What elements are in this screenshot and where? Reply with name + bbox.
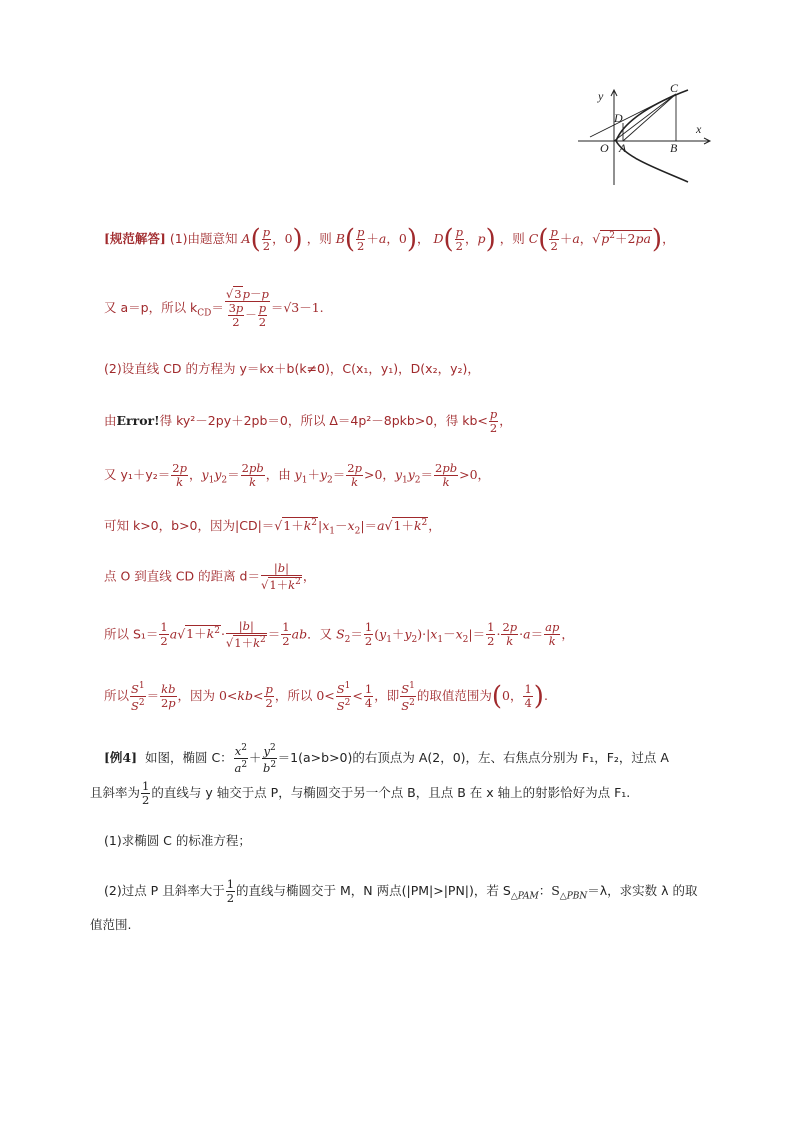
question-2-mid: 的直线与椭圆交于 M，N 两点(|PM|>|PN|)，若 S xyxy=(236,883,511,898)
line-ac xyxy=(623,94,676,141)
range-text: 的取值范围为 xyxy=(416,687,492,703)
example-slope-intro: 且斜率为 xyxy=(90,785,141,800)
chord-length-text: 可知 k>0，b>0，因为|CD|＝ xyxy=(104,518,275,534)
area-text: 所以 S₁＝ xyxy=(104,626,159,642)
question-2-intro: (2)过点 P 且斜率大于 xyxy=(104,883,225,898)
question-1-text: (1)求椭圆 C 的标准方程； xyxy=(104,833,251,848)
example-line-2: 且斜率为 $\frac{1}{2}$ 的直线与 y 轴交于点 P，与椭圆交于另一个点 B，且点 B 在 x 轴上的射影恰好为点 F₁. xyxy=(90,779,631,807)
parabola-curve xyxy=(616,90,688,182)
example-slope-desc: 的直线与 y 轴交于点 P，与椭圆交于另一个点 B，且点 B 在 x 轴上的射影恰好为点 F₁. xyxy=(151,785,631,800)
label-x: x xyxy=(696,122,702,136)
parabola-figure xyxy=(576,80,716,190)
ratio-text: 所以 xyxy=(104,687,130,703)
solution-then-1: ，则 xyxy=(306,231,332,246)
distance-text: 点 O 到直线 CD 的距离 d＝ xyxy=(104,568,260,584)
example-ellipse-desc: ＝1(a>b>0)的右顶点为 A(2，0)，左、右焦点分别为 F₁，F₂，过点 A xyxy=(277,749,669,765)
line-cd-equation: (2)设直线 CD 的方程为 y＝kx＋b(k≠0)，C(x₁，y₁)，D(x₂，y₂)， xyxy=(104,361,480,376)
solution-intro: (1)由题意知 xyxy=(169,231,238,246)
solution-line-3 xyxy=(104,360,480,378)
label-o: O xyxy=(600,141,609,155)
slope-sub: CD xyxy=(197,308,212,319)
solution-line-1: [规范解答] (1)由题意知 A( $\frac{p}{2}$ ，0) ，则 B( $\frac{p}{2}$ ＋a，0)， D( $\frac{p}{2}$ ，p) ，则 C( $\frac{p}{2}$ ＋a，$√p^2+2pa$)， xyxy=(104,224,675,255)
example-question-2: (2)过点 P 且斜率大于 $\frac{1}{2}$ 的直线与椭圆交于 M，N 两点(|PM|>|PN|)，若 $S_{\triangle PAM}$：$S_{\triangle PBN}=\lambda$，求实数 λ 的取 xyxy=(104,877,698,905)
example-tag: [例4] xyxy=(104,749,138,765)
solution-line-9: 所以 $\frac{S^1}{S^2}$ ＝ $\frac{kb}{2p}$ ，因为 0<kb< $\frac{p}{2}$ ，所以 0< $\frac{S^1}{S^2}$ < $\frac{1}{4}$ ，即 $\frac{S^1}{S^2}$ 的取值范围为(0， $\frac{1}{4}$ ). xyxy=(104,681,548,713)
error-marker: Error! xyxy=(116,413,160,428)
solution-then-2: ，则 xyxy=(499,231,525,246)
solution-line-2: 又 a＝p，所以 $k_{CD}=$ √3p－p $\frac{3p}{2}$ － $\frac{p}{2}$ ＝√3－1. xyxy=(104,287,324,329)
solution-line-7: 点 O 到直线 CD 的距离 d＝ $\frac{|b|}{√1+k^2}$ ， xyxy=(104,561,316,592)
vieta-text: 又 y₁＋y₂＝ xyxy=(104,467,171,482)
discriminant-text: 得 ky²－2py＋2pb＝0，所以 Δ＝4p²－8pkb>0，得 kb< xyxy=(159,413,488,428)
solution-line-6: 可知 k>0，b>0，因为$|CD|=√1+k^2|x_1-x_2|=a√1+k^2$， xyxy=(104,518,441,537)
solution-tag: [规范解答] xyxy=(104,231,166,246)
label-c: C xyxy=(670,81,679,95)
label-d: D xyxy=(614,111,623,125)
example-line-1: [例4] 如图，椭圆 C： $\frac{x^2}{a^2}$ ＋ $\frac{y^2}{b^2}$ ＝1(a>b>0)的右顶点为 A(2，0)，左、右焦点分别为 F₁，F₂，过点 A xyxy=(104,743,669,775)
question-2-end: ＝λ，求实数 λ 的取 xyxy=(587,883,698,898)
slope-text: 又 a＝p，所以 k xyxy=(104,300,198,315)
example-ellipse-intro: 如图，椭圆 C： xyxy=(144,749,233,765)
label-y: y xyxy=(598,89,604,103)
solution-line-5: 又 y₁＋y₂＝ $\frac{2p}{k}$ ，$y_1y_2=$ $\frac{2pb}{k}$ ，由 $y_1+y_2=$ $\frac{2p}{k}$ >0，$y_1y_2=$ $\frac{2pb}{k}$ >0， xyxy=(104,461,491,489)
label-b: B xyxy=(670,141,678,155)
label-a: A xyxy=(619,141,627,155)
solution-line-4: 由Error!得 ky²－2py＋2pb＝0，所以 Δ＝4p²－8pkb>0，得 kb< $\frac{p}{2}$ ， xyxy=(104,407,512,435)
solution-line-8: 所以 S₁＝ $\frac{1}{2}$ $a√1+k^2\cdot$ $\frac{|b|}{√1+k^2}$ ＝ $\frac{1}{2}$ ab．又 $S_2=$ $\frac{1}{2}$ $(y_1+y_2)\cdot|x_1-x_2|=$ $\frac{1}{2}$ · $\frac{2p}{k}$ ·a＝ $\frac{ap}{k}$ ， xyxy=(104,619,574,650)
example-question-2-cont xyxy=(90,916,131,934)
question-2-cont-text: 值范围. xyxy=(90,917,132,932)
question-2-colon: ：S xyxy=(538,883,560,898)
example-question-1 xyxy=(104,832,251,850)
slope-result: ＝√3－1. xyxy=(270,300,324,315)
